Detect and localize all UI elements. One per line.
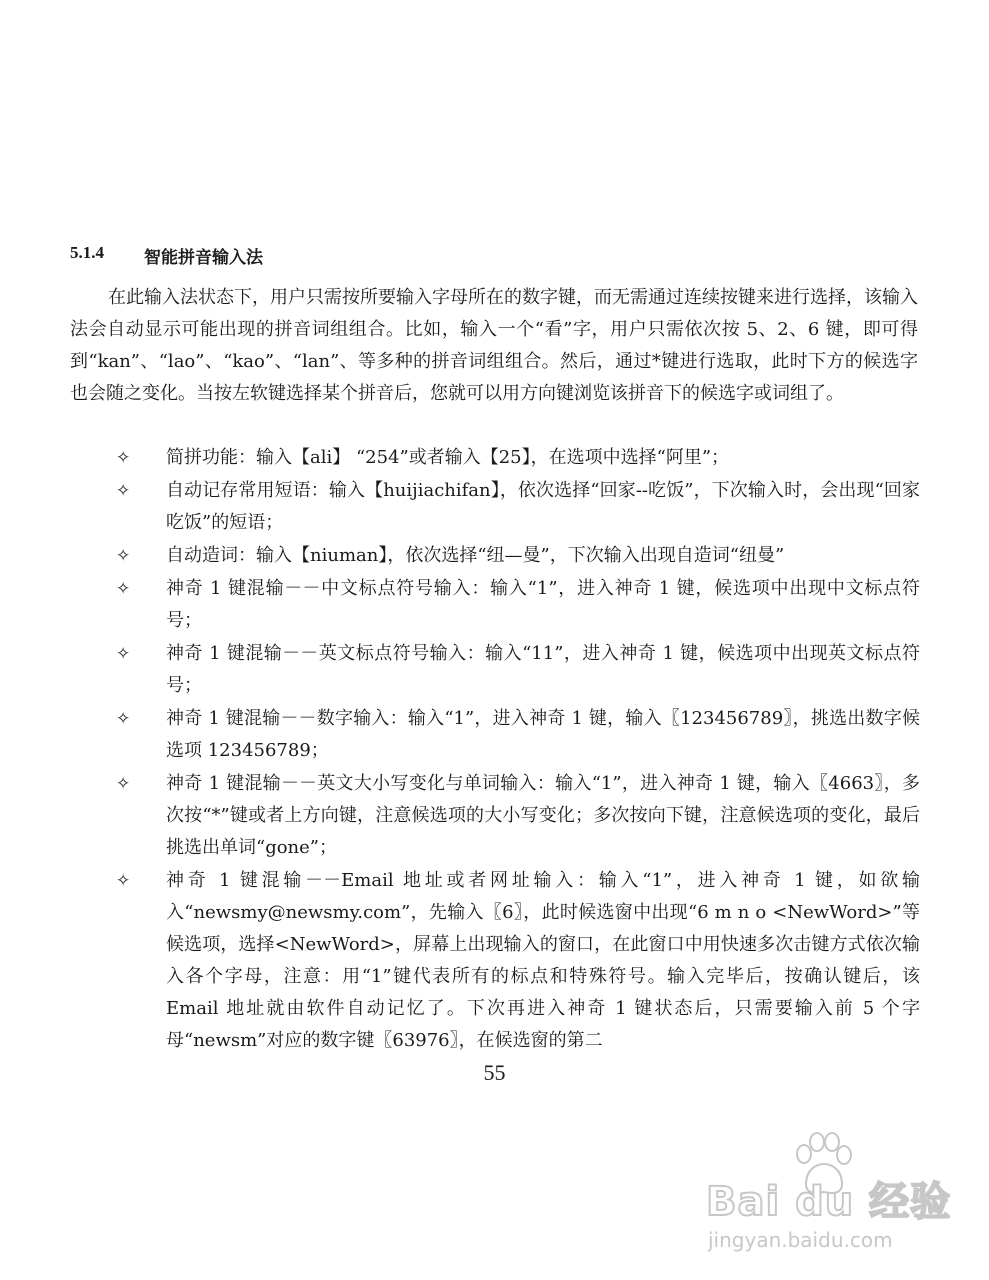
list-item-text: 神奇 1 键混输－－英文标点符号输入：输入“11”，进入神奇 1 键，候选项中出现英文标点符号；	[166, 643, 920, 696]
list-item-text: 神奇 1 键混输－－数字输入：输入“1”，进入神奇 1 键，输入〖123456789〗，挑选出数字候选项 123456789；	[166, 708, 920, 761]
feature-list	[70, 442, 920, 1058]
baidu-jingyan-watermark	[700, 1132, 960, 1262]
diamond-star-icon: ✧	[116, 579, 131, 599]
watermark-url: jingyan.baidu.com	[708, 1228, 893, 1252]
list-item-text: 自动造词：输入【niuman】，依次选择“纽—曼”，下次输入出现自造词“纽曼”	[166, 545, 785, 566]
list-item	[70, 475, 920, 539]
list-item-text: 神奇 1 键混输－－Email 地址或者网址输入：输入“1”，进入神奇 1 键，如欲输入“newsmy@newsmy.com”，先输入〖6〗，此时候选窗中出现“6 m n o <NewWord>”等候选项，选择<NewWord>，屏幕上出现输入的窗口，在此窗口中用快速多次击键方式依次输入各个字母，注意：用“1”键代表所有的标点和特殊符号。输入完毕后，按确认键后，该 Email 地址就由软件自动记忆了。下次再进入神奇 1 键状态后，只需要输入前 5 个字母“newsm”对应的数字键〖63976〗，在候选窗的第二	[166, 870, 920, 1051]
section-heading	[70, 243, 263, 268]
list-item	[70, 703, 920, 767]
diamond-star-icon: ✧	[116, 481, 131, 501]
diamond-star-icon: ✧	[116, 448, 131, 468]
diamond-star-icon: ✧	[116, 709, 131, 729]
diamond-star-icon: ✧	[116, 546, 131, 566]
diamond-star-icon: ✧	[116, 644, 131, 664]
section-title: 智能拼音输入法	[144, 248, 263, 268]
diamond-star-icon: ✧	[116, 774, 131, 794]
list-item	[70, 768, 920, 864]
list-item-text: 简拼功能：输入【ali】 “254”或者输入【25】，在选项中选择“阿里”；	[166, 447, 730, 468]
intro-paragraph: 在此输入法状态下，用户只需按所要输入字母所在的数字键，而无需通过连续按键来进行选择，该输入法会自动显示可能出现的拼音词组组合。比如，输入一个“看”字，用户只需依次按 5、2、6 键，即可得到“kan”、“lao”、“kao”、“lan”、等多种的拼音词组组合。然后，通过*键进行选取，此时下方的候选字也会随之变化。当按左软键选择某个拼音后，您就可以用方向键浏览该拼音下的候选字或词组了。	[70, 287, 918, 404]
diamond-star-icon: ✧	[116, 871, 131, 891]
list-item	[70, 638, 920, 702]
list-item-text: 自动记存常用短语：输入【huijiachifan】，依次选择“回家--吃饭”，下次输入时，会出现“回家吃饭”的短语；	[166, 480, 920, 533]
list-item	[70, 540, 920, 572]
section-number: 5.1.4	[70, 243, 104, 262]
list-item	[70, 442, 920, 474]
list-item-text: 神奇 1 键混输－－英文大小写变化与单词输入：输入“1”，进入神奇 1 键，输入〖4663〗，多次按“*”键或者上方向键，注意候选项的大小写变化；多次按向下键，注意候选项的变化，最后挑选出单词“gone”；	[166, 773, 920, 858]
page-number: 55	[483, 1060, 506, 1085]
list-item	[70, 865, 920, 1057]
watermark-brand: Bai du 经验	[706, 1179, 952, 1225]
list-item-text: 神奇 1 键混输－－中文标点符号输入：输入“1”，进入神奇 1 键，候选项中出现中文标点符号；	[166, 578, 920, 631]
list-item	[70, 573, 920, 637]
